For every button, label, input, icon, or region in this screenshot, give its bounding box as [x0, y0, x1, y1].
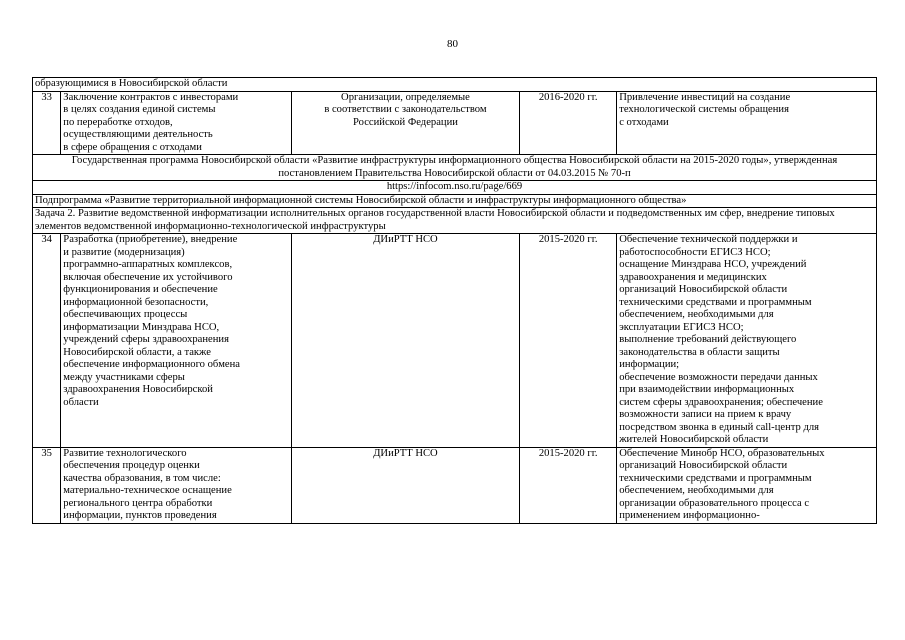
executor: Организации, определяемые в соответствии с законодательством Российской Федерации: [291, 91, 519, 155]
table-row: [33, 194, 877, 208]
table-row: [33, 78, 877, 92]
row-number: 33: [33, 91, 61, 155]
table-row: [33, 447, 877, 523]
executor: ДИиРТТ НСО: [291, 234, 519, 448]
expected-result: Обеспечение Минобр НСО, образовательных организаций Новосибирской области техническими средствами и программным обеспечением, необходимыми для организации образовательного процесса с применением информационно-: [617, 447, 877, 523]
page-number: 80: [447, 38, 458, 50]
table-row: [33, 155, 877, 181]
executor: ДИиРТТ НСО: [291, 447, 519, 523]
program-title: Государственная программа Новосибирской области «Развитие инфраструктуры информационного общества Новосибирской области на 2015-2020 годы», утвержденная постановлением Правительства Новосибирской области от 04.03.2015 № 70-п: [33, 155, 877, 181]
continuation-cell: образующимися в Новосибирской области: [33, 78, 877, 92]
measures-table: [32, 77, 877, 524]
measure-name: Разработка (приобретение), внедрение и развитие (модернизация) программно-аппаратных комплексов, включая обеспечение их устойчивого функционирования и обеспечение информационной безопасности, обеспечивающих процессы информатизации Минздрава НСО, учреждений сферы здравоохранения Новосибирской области, а также обеспечение информационного обмена между участниками сферы здравоохранения Новосибирской области: [61, 234, 291, 448]
subprogram-title: Подпрограмма «Развитие территориальной информационной системы Новосибирской области и инфраструктуры информационного общества»: [33, 194, 877, 208]
row-number: 35: [33, 447, 61, 523]
expected-result: Обеспечение технической поддержки и работоспособности ЕГИСЗ НСО; оснащение Минздрава НСО, учреждений здравоохранения и медицинских организаций Новосибирской области техническими средствами и программным обеспечением, необходимыми для эксплуатации ЕГИСЗ НСО; выполнение требований действующего законодательства в области защиты информации; обеспечение возможности передачи данных при взаимодействии информационных систем сферы здравоохранения; обеспечение возможности записи на прием к врачу посредством звонка в единый call-центр для жителей Новосибирской области: [617, 234, 877, 448]
period: 2015-2020 гг.: [520, 447, 617, 523]
period: 2016-2020 гг.: [520, 91, 617, 155]
measure-name: Развитие технологического обеспечения процедур оценки качества образования, в том числе: материально-техническое оснащение регионального центра обработки информации, пунктов проведения: [61, 447, 291, 523]
row-number: 34: [33, 234, 61, 448]
program-url: https://infocom.nso.ru/page/669: [33, 181, 877, 195]
period: 2015-2020 гг.: [520, 234, 617, 448]
table-row: [33, 208, 877, 234]
expected-result: Привлечение инвестиций на создание технологической системы обращения с отходами: [617, 91, 877, 155]
table-row: [33, 91, 877, 155]
measure-name: Заключение контрактов с инвесторами в целях создания единой системы по переработке отходов, осуществляющими деятельность в сфере обращения с отходами: [61, 91, 291, 155]
table-row: [33, 181, 877, 195]
table-row: [33, 234, 877, 448]
task-title: Задача 2. Развитие ведомственной информатизации исполнительных органов государственной власти Новосибирской области и подведомственных им сфер, внедрение типовых элементов ведомственной информационно-технологической инфраструктуры: [33, 208, 877, 234]
